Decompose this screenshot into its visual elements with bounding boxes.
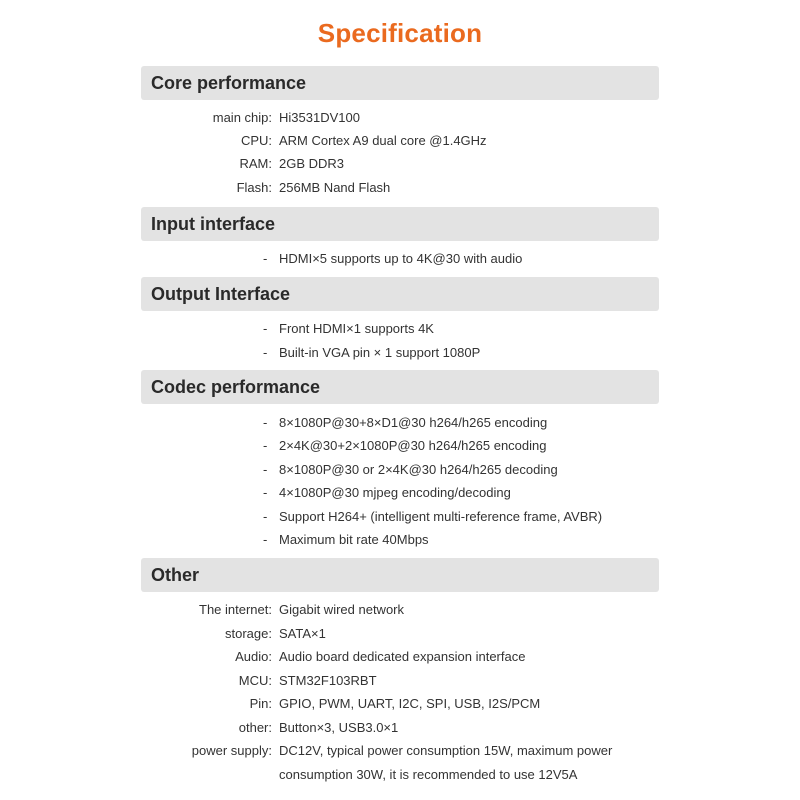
spec-row-power-supply-continued — [0, 763, 800, 786]
bullet-text: 8×1080P@30 or 2×4K@30 h264/h265 decoding — [279, 462, 558, 477]
spec-label: Audio: — [235, 649, 272, 664]
spec-row-mcu — [0, 669, 800, 692]
bullet-item — [0, 481, 800, 504]
bullet-text: 2×4K@30+2×1080P@30 h264/h265 encoding — [279, 438, 547, 453]
section-header-codec-performance: Codec performance — [141, 370, 659, 404]
spec-row-storage — [0, 622, 800, 645]
spec-row-cpu — [0, 129, 800, 152]
spec-row-power-supply — [0, 739, 800, 762]
bullet-item — [0, 411, 800, 434]
section-header-core-performance: Core performance — [141, 66, 659, 100]
page-title: Specification — [317, 18, 483, 48]
spec-row-ram — [0, 152, 800, 175]
spec-label: power supply: — [191, 743, 272, 758]
bullet-dash: - — [263, 321, 268, 336]
bullet-item — [0, 317, 800, 340]
bullet-dash: - — [263, 251, 268, 266]
spec-row-main-chip — [0, 106, 800, 129]
spec-row-other — [0, 716, 800, 739]
spec-value: consumption 30W, it is recommended to use 12V5A — [279, 767, 578, 782]
spec-value: Gigabit wired network — [279, 602, 404, 617]
spec-value: Audio board dedicated expansion interface — [279, 649, 526, 664]
bullet-item — [0, 247, 800, 270]
bullet-text: Maximum bit rate 40Mbps — [279, 532, 429, 547]
spec-label: other: — [238, 720, 272, 735]
spec-value: ARM Cortex A9 dual core @1.4GHz — [279, 133, 487, 148]
spec-label: RAM: — [239, 156, 272, 171]
spec-value: 2GB DDR3 — [279, 156, 345, 171]
section-header-output-interface: Output Interface — [141, 277, 659, 311]
bullet-text: Built-in VGA pin × 1 support 1080P — [279, 345, 481, 360]
section-header-other: Other — [141, 558, 659, 592]
spec-row-internet — [0, 598, 800, 621]
bullet-text: Front HDMI×1 supports 4K — [279, 321, 434, 336]
bullet-dash: - — [263, 462, 268, 477]
bullet-item — [0, 434, 800, 457]
bullet-item — [0, 505, 800, 528]
bullet-text: HDMI×5 supports up to 4K@30 with audio — [279, 251, 523, 266]
spec-value: STM32F103RBT — [279, 673, 377, 688]
bullet-dash: - — [263, 532, 268, 547]
spec-row-audio — [0, 645, 800, 668]
spec-value: Button×3, USB3.0×1 — [279, 720, 399, 735]
spec-label: Pin: — [249, 696, 272, 711]
spec-label: The internet: — [199, 602, 272, 617]
bullet-dash: - — [263, 415, 268, 430]
spec-value: GPIO, PWM, UART, I2C, SPI, USB, I2S/PCM — [279, 696, 541, 711]
spec-row-pin — [0, 692, 800, 715]
bullet-dash: - — [263, 509, 268, 524]
spec-row-flash — [0, 176, 800, 199]
bullet-text: 4×1080P@30 mjpeg encoding/decoding — [279, 485, 511, 500]
bullet-item — [0, 341, 800, 364]
bullet-item — [0, 528, 800, 551]
spec-value: SATA×1 — [279, 626, 326, 641]
bullet-dash: - — [263, 485, 268, 500]
bullet-text: Support H264+ (intelligent multi-reference frame, AVBR) — [279, 509, 603, 524]
bullet-text: 8×1080P@30+8×D1@30 h264/h265 encoding — [279, 415, 548, 430]
spec-label: MCU: — [238, 673, 272, 688]
spec-label: storage: — [225, 626, 272, 641]
spec-value: 256MB Nand Flash — [279, 180, 391, 195]
bullet-dash: - — [263, 345, 268, 360]
spec-label: CPU: — [240, 133, 272, 148]
spec-value: Hi3531DV100 — [279, 110, 360, 125]
spec-label: main chip: — [212, 110, 272, 125]
spec-value: DC12V, typical power consumption 15W, maximum power — [279, 743, 613, 758]
spec-label: Flash: — [236, 180, 272, 195]
section-header-input-interface: Input interface — [141, 207, 659, 241]
bullet-dash: - — [263, 438, 268, 453]
bullet-item — [0, 458, 800, 481]
